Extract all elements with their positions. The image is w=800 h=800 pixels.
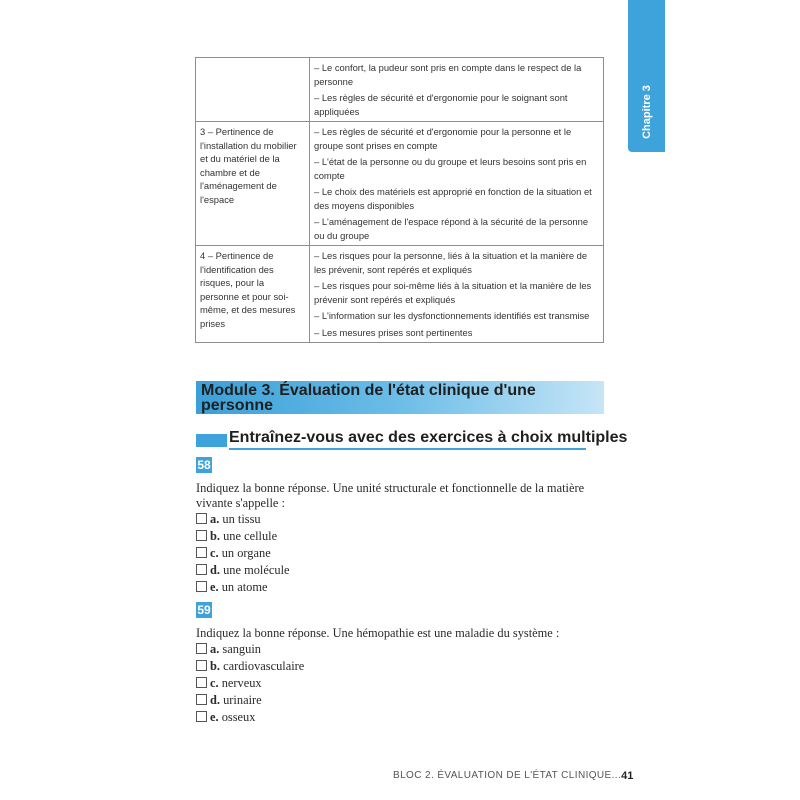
chapter-tab	[628, 0, 665, 152]
answer-option	[196, 658, 304, 675]
indicator-item: – L'aménagement de l'espace répond à la sécurité de la personne ou du groupe	[314, 216, 589, 241]
indicator-item: – Le confort, la pudeur sont pris en compte dans le respect de la personne	[314, 62, 582, 87]
option-letter: d.	[210, 563, 220, 577]
answer-option	[196, 579, 290, 596]
answer-option	[196, 562, 290, 579]
option-text: une cellule	[223, 529, 278, 543]
criterion-cell: 3 – Pertinence de l'installation du mobilier et du matériel de la chambre et de l'aménagement de l'espace	[196, 122, 310, 246]
checkbox[interactable]	[196, 677, 207, 688]
question-number-badge: 59	[197, 603, 211, 617]
checkbox[interactable]	[196, 694, 207, 705]
option-letter: c.	[210, 546, 219, 560]
answer-option	[196, 692, 304, 709]
checkbox[interactable]	[196, 581, 207, 592]
option-letter: e.	[210, 580, 219, 594]
chapter-tab-label: Chapitre 3	[640, 85, 653, 139]
table-row	[196, 58, 604, 122]
running-title: BLOC 2. ÉVALUATION DE L'ÉTAT CLINIQUE...	[393, 770, 622, 781]
option-letter: b.	[210, 659, 220, 673]
checkbox[interactable]	[196, 564, 207, 575]
section-heading-bar	[196, 434, 227, 447]
option-text: osseux	[221, 710, 256, 724]
option-text: un atome	[221, 580, 268, 594]
indicator-item: – Le choix des matériels est approprié en fonction de la situation et des moyens disponibles	[314, 186, 592, 211]
indicator-item: – Les mesures prises sont pertinentes	[314, 326, 473, 338]
checkbox[interactable]	[196, 660, 207, 671]
checkbox[interactable]	[196, 530, 207, 541]
option-text: cardiovasculaire	[223, 659, 305, 673]
answer-option	[196, 675, 304, 692]
table-row	[196, 122, 604, 246]
indicator-item: – Les règles de sécurité et d'ergonomie pour le soignant sont appliquées	[314, 92, 568, 117]
indicator-item: – Les risques pour la personne, liés à la situation et la manière de les prévenir, sont repérés et expliqués	[314, 250, 588, 275]
criteria-table	[195, 57, 604, 343]
table-row	[196, 246, 604, 343]
indicator-item: – Les règles de sécurité et d'ergonomie pour la personne et le groupe sont prises en compte	[314, 126, 572, 151]
indicator-item: – Les risques pour soi-même liés à la situation et la manière de les prévenir sont repérés et expliqués	[314, 280, 592, 305]
answer-option	[196, 511, 290, 528]
checkbox[interactable]	[196, 711, 207, 722]
option-letter: c.	[210, 676, 219, 690]
page-footer	[393, 770, 634, 782]
checkbox[interactable]	[196, 547, 207, 558]
option-letter: a.	[210, 512, 220, 526]
answer-option	[196, 545, 290, 562]
page-number: 41	[621, 770, 634, 782]
checkbox[interactable]	[196, 643, 207, 654]
indicator-item: – L'état de la personne ou du groupe et leurs besoins sont pris en compte	[314, 156, 587, 181]
option-text: une molécule	[223, 563, 290, 577]
option-letter: e.	[210, 710, 219, 724]
question-number-badge: 58	[197, 458, 211, 472]
indicator-item: – L'information sur les dysfonctionnements identifiés est transmise	[314, 310, 590, 321]
criterion-cell: 4 – Pertinence de l'identification des risques, pour la personne et pour soi-même, et des mesures prises	[196, 246, 310, 343]
option-letter: b.	[210, 529, 220, 543]
answer-option	[196, 709, 304, 726]
section-heading-underline	[229, 448, 586, 450]
indicators-cell	[310, 122, 604, 246]
answer-option	[196, 528, 290, 545]
module-heading	[196, 381, 604, 414]
option-text: un organe	[221, 546, 271, 560]
section-heading: Entraînez-vous avec des exercices à choix multiples	[229, 429, 628, 446]
checkbox[interactable]	[196, 513, 207, 524]
module-heading-text: Module 3. Évaluation de l'état clinique d'une personne	[201, 382, 536, 414]
option-text: nerveux	[221, 676, 262, 690]
option-letter: d.	[210, 693, 220, 707]
option-letter: a.	[210, 642, 220, 656]
answer-options	[196, 641, 304, 726]
answer-options	[196, 511, 290, 596]
question-text: Indiquez la bonne réponse. Une unité structurale et fonctionnelle de la matière vivante s'appelle :	[196, 481, 585, 510]
answer-option	[196, 641, 304, 658]
option-text: sanguin	[222, 642, 261, 656]
question-text: Indiquez la bonne réponse. Une hémopathie est une maladie du système :	[196, 626, 560, 640]
option-text: un tissu	[222, 512, 261, 526]
indicators-cell	[310, 58, 604, 122]
criterion-cell	[196, 58, 310, 122]
option-text: urinaire	[223, 693, 262, 707]
indicators-cell	[310, 246, 604, 343]
